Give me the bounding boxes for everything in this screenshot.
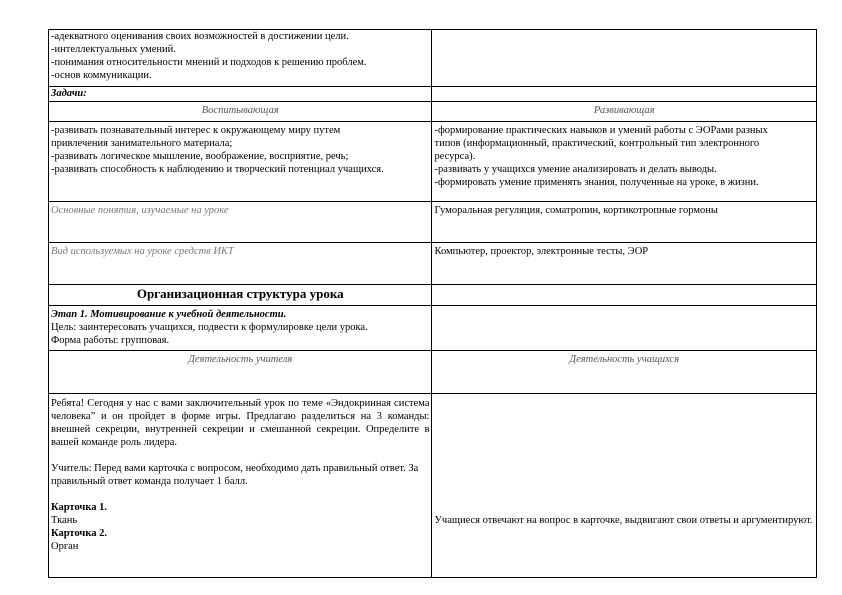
intro-line: -адекватного оценивания своих возможностей в достижении цели. [51,31,349,42]
tasks-label: Задачи: [49,87,432,102]
concepts-value: Гуморальная регуляция, соматропин, кортикотропные гормоны [432,202,817,243]
task-line: -развивать способность к наблюдению и творческий потенциал учащихся. [51,164,384,175]
activity-headers-row [49,351,817,394]
structure-empty-cell [432,285,817,306]
structure-title-row [49,285,817,306]
task-line: -формирование практических навыков и умений работы с ЭОРами разных [434,125,768,136]
task-line: -развивать у учащихся умение анализировать и делать выводы. [434,164,717,175]
developing-tasks [432,122,817,202]
task-line: -развивать логическое мышление, воображение, восприятие, речь; [51,151,349,162]
teacher-paragraph-2: Учитель: Перед вами карточка с вопросом, необходимо дать правильный ответ. За правильный ответ команда получает 1 балл. [51,463,419,487]
header-upbringing: Воспитывающая [49,102,432,122]
concepts-row [49,202,817,243]
teacher-activity [49,394,432,578]
stage-row [49,306,817,351]
intro-row [49,30,817,87]
card-2-value: Орган [51,541,79,552]
upbringing-tasks [49,122,432,202]
task-line: -развивать познавательный интерес к окружающему миру путем [51,125,341,136]
task-line: типов (информационный, практический, контрольный тип электронного [434,138,760,149]
ict-value: Компьютер, проектор, электронные тесты, ЭОР [432,243,817,285]
header-developing: Развивающая [432,102,817,122]
intro-line: -основ коммуникации. [51,70,152,81]
structure-title: Организационная структура урока [49,285,432,306]
card-1-value: Ткань [51,515,78,526]
card-1-label: Карточка 1. [51,502,107,513]
tasks-label-row [49,87,817,102]
document-page [48,29,817,578]
intro-empty-cell [432,30,817,87]
tasks-empty-cell [432,87,817,102]
stage-cell [49,306,432,351]
task-line: ресурса). [434,151,476,162]
stage-goal: Цель: заинтересовать учащихся, подвести к формулировке цели урока. [51,322,368,333]
concepts-label: Основные понятия, изучаемые на уроке [49,202,432,243]
teacher-activity-header: Деятельность учителя [49,351,432,394]
stage-title: Этап 1. Мотивирование к учебной деятельности. [51,309,287,320]
students-activity-header: Деятельность учащихся [432,351,817,394]
intro-line: -интеллектуальных умений. [51,44,176,55]
tasks-row [49,122,817,202]
students-activity-text: Учащиеся отвечают на вопрос в карточке, выдвигают свои ответы и аргументируют. [434,515,813,526]
intro-line: -понимания относительности мнений и подходов к решению проблем. [51,57,367,68]
intro-cell [49,30,432,87]
activity-row [49,394,817,578]
stage-empty-cell [432,306,817,351]
stage-form: Форма работы: групповая. [51,335,170,346]
ict-row [49,243,817,285]
task-line: привлечения занимательного материала; [51,138,233,149]
lesson-plan-table [48,29,817,578]
students-activity [432,394,817,578]
card-2-label: Карточка 2. [51,528,107,539]
task-line: -формировать умение применять знания, полученные на уроке, в жизни. [434,177,759,188]
teacher-paragraph-1: Ребята! Сегодня у нас с вами заключительный урок по теме «Эндокринная система человека” и он пройдет в форме игры. Предлагаю разделиться на 3 команды: внешней секреции, внутренней секреции и смешанной секреции. Определите в вашей команде роль лидера. [51,398,430,448]
task-headers-row [49,102,817,122]
ict-label: Вид используемых на уроке средств ИКТ [49,243,432,285]
